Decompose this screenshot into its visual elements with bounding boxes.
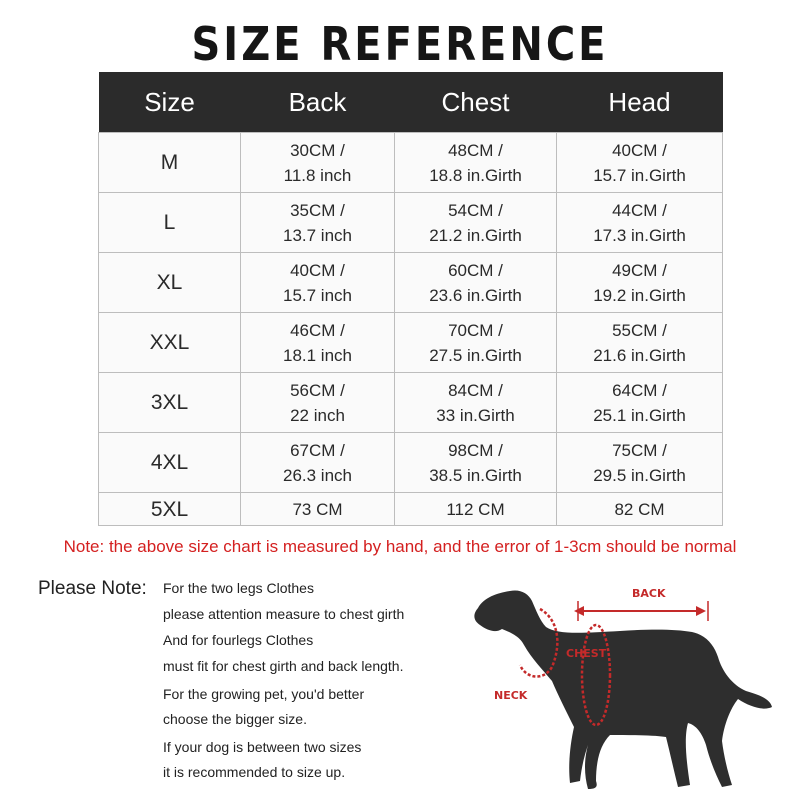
back-cm: 67CM / [290,440,345,460]
back-inch: 26.3 inch [283,465,352,485]
table-row [99,373,723,433]
back-inch: 13.7 inch [283,225,352,245]
head-cm: 82 CM [614,499,665,519]
page-title: SIZE REFERENCE [191,18,609,72]
note-line: For the two legs Clothes [163,580,314,596]
column-header-head: Head [557,72,723,133]
chest-cm: 84CM / [448,380,503,400]
head-cm: 44CM / [612,200,667,220]
table-row [99,253,723,313]
head-cell [557,433,723,493]
note-line: please attention measure to chest girth [163,606,405,622]
head-cm: 40CM / [612,140,667,160]
back-cm: 56CM / [290,380,345,400]
back-inch: 11.8 inch [283,165,352,185]
head-cell [557,193,723,253]
chest-cm: 112 CM [446,499,505,519]
back-cell [241,253,395,313]
column-header-back: Back [241,72,395,133]
table-row [99,193,723,253]
head-inch: 25.1 in.Girth [593,405,686,425]
back-inch: 15.7 inch [283,285,352,305]
head-cell [557,133,723,193]
chest-cell [395,313,557,373]
head-cm: 64CM / [612,380,667,400]
chest-cm: 70CM / [448,320,503,340]
head-cell [557,373,723,433]
back-inch: 22 inch [290,405,345,425]
head-inch: 17.3 in.Girth [593,225,686,245]
dog-measurement-diagram [470,575,780,790]
chest-cm: 60CM / [448,260,503,280]
chest-inch: 38.5 in.Girth [429,465,522,485]
note-line: it is recommended to size up. [163,764,346,780]
back-cm: 73 CM [292,499,343,519]
back-cell [241,313,395,373]
note-line: And for fourlegs Clothes [163,632,314,648]
back-cell [241,373,395,433]
column-header-size: Size [99,72,241,133]
back-inch: 18.1 inch [283,345,352,365]
chest-cell [395,133,557,193]
column-header-chest: Chest [395,72,557,133]
head-cell [557,313,723,373]
size-cell: 4XL [99,433,241,493]
table-row [99,433,723,493]
back-arrow-left-head [574,606,584,616]
back-cm: 46CM / [290,320,345,340]
chest-inch: 18.8 in.Girth [429,165,522,185]
back-label: BACK [632,587,666,600]
head-cm: 55CM / [612,320,667,340]
table-row [99,313,723,373]
chest-cell [395,253,557,313]
head-cm: 49CM / [612,260,667,280]
back-cell [241,193,395,253]
back-cm: 35CM / [290,200,345,220]
table-header-row [99,72,723,133]
size-cell: L [99,193,241,253]
head-inch: 21.6 in.Girth [593,345,686,365]
chest-cell [395,433,557,493]
note-line: must fit for chest girth and back length. [163,658,404,674]
size-table [98,72,723,526]
chest-cell [395,193,557,253]
back-cell [241,493,395,526]
size-cell: 5XL [99,493,241,526]
size-cell: M [99,133,241,193]
back-arrow-right-head [696,606,706,616]
head-inch: 19.2 in.Girth [593,285,686,305]
chest-label: CHEST [566,647,607,660]
chest-inch: 27.5 in.Girth [429,345,522,365]
size-cell: XXL [99,313,241,373]
head-cm: 75CM / [612,440,667,460]
please-note-label: Please Note: [38,578,147,599]
head-inch: 29.5 in.Girth [593,465,686,485]
chest-cm: 48CM / [448,140,503,160]
chest-inch: 21.2 in.Girth [429,225,522,245]
chest-cell [395,373,557,433]
measurement-note: Note: the above size chart is measured by hand, and the error of 1-3cm should be normal [63,537,737,556]
head-cell [557,493,723,526]
note-line: If your dog is between two sizes [163,739,362,755]
chest-cm: 98CM / [448,440,503,460]
chest-cm: 54CM / [448,200,503,220]
size-cell: XL [99,253,241,313]
head-inch: 15.7 in.Girth [593,165,686,185]
neck-label: NECK [494,689,528,702]
back-cm: 40CM / [290,260,345,280]
chest-inch: 33 in.Girth [436,405,515,425]
table-row [99,133,723,193]
note-line: For the growing pet, you'd better [163,686,365,702]
back-cell [241,433,395,493]
back-cell [241,133,395,193]
chest-inch: 23.6 in.Girth [429,285,522,305]
back-cm: 30CM / [290,140,345,160]
head-cell [557,253,723,313]
table-row [99,493,723,526]
chest-cell [395,493,557,526]
size-cell: 3XL [99,373,241,433]
note-line: choose the bigger size. [163,711,307,727]
